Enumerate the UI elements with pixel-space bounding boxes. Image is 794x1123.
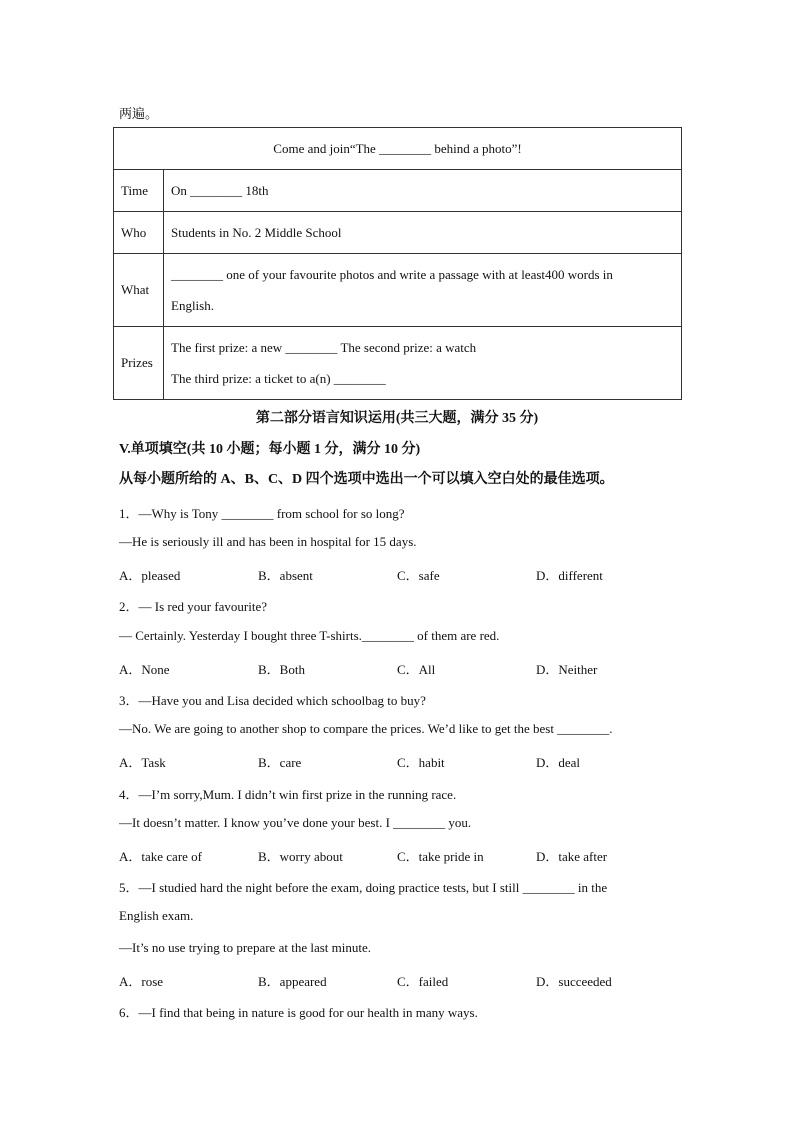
question-2-line: 2．— Is red your favourite? [119,599,268,614]
row-line: The first prize: a new ________ The second prize: a watch [171,340,477,355]
notice-title: Come and join“The ________ behind a photo”! [114,128,682,170]
question-1-option-b: B．absent [258,568,313,583]
notice-row-what [114,254,682,327]
question-1-line: —He is seriously ill and has been in hospital for 15 days. [119,534,417,549]
question-4-line: —It doesn’t matter. I know you’ve done your best. I ________ you. [119,815,472,830]
notice-title-row [114,128,682,170]
part-title: V.单项填空(共 10 小题；每小题 1 分，满分 10 分) [119,442,421,457]
notice-row-time [114,170,682,212]
row-line: The third prize: a ticket to a(n) ________ [171,371,386,386]
notice-row-who [114,212,682,254]
question-1-line: 1．—Why is Tony ________ from school for so long? [119,506,405,521]
question-2-option-c: C．All [397,662,436,677]
question-3-option-c: C．habit [397,755,445,770]
question-4-option-d: D．take after [536,849,608,864]
question-5-line: English exam. [119,908,194,923]
question-2-option-a: A．None [119,662,170,677]
question-1-option-c: C．safe [397,568,440,583]
question-5-line: 5．—I studied hard the night before the exam, doing practice tests, but I still ________ in the [119,880,608,895]
directions: 从每小题所给的 A、B、C、D 四个选项中选出一个可以填入空白处的最佳选项。 [119,472,614,487]
row-content [164,170,682,212]
intro-tail-text: 两遍。 [119,106,159,121]
question-5-option-a: A．rose [119,974,164,989]
question-3-option-d: D．deal [536,755,581,770]
row-line: On ________ 18th [171,182,269,198]
question-4-option-c: C．take pride in [397,849,484,864]
section-title: 第二部分语言知识运用(共三大题，满分 35 分) [255,411,539,426]
notice-row-prizes [114,327,682,400]
row-label: Prizes [114,327,164,400]
row-line: ________ one of your favourite photos and write a passage with at least400 words in [171,267,613,282]
event-notice-table [113,127,682,400]
row-line: Students in No. 2 Middle School [171,224,342,240]
row-label: Who [114,212,164,254]
question-2-option-b: B．Both [258,662,305,677]
question-4-line: 4．—I’m sorry,Mum. I didn’t win first prize in the running race. [119,787,457,802]
question-3-option-b: B．care [258,755,302,770]
question-5-option-b: B．appeared [258,974,327,989]
row-content [164,212,682,254]
question-5-option-c: C．failed [397,974,449,989]
question-2-option-d: D．Neither [536,662,598,677]
question-4-option-a: A．take care of [119,849,203,864]
question-2-line: — Certainly. Yesterday I bought three T-shirts.________ of them are red. [119,628,500,643]
question-5-option-d: D．succeeded [536,974,612,989]
row-label: What [114,254,164,327]
question-1-option-a: A．pleased [119,568,181,583]
question-6-line: 6．—I find that being in nature is good for our health in many ways. [119,1005,478,1020]
row-label: Time [114,170,164,212]
row-content [164,327,682,400]
question-3-option-a: A．Task [119,755,166,770]
question-4-option-b: B．worry about [258,849,343,864]
row-content [164,254,682,327]
question-3-line: 3．—Have you and Lisa decided which schoolbag to buy? [119,693,426,708]
row-line: English. [171,298,214,313]
question-3-line: —No. We are going to another shop to compare the prices. We’d like to get the best ________. [119,721,613,736]
question-5-line: —It’s no use trying to prepare at the last minute. [119,940,371,955]
question-1-option-d: D．different [536,568,603,583]
